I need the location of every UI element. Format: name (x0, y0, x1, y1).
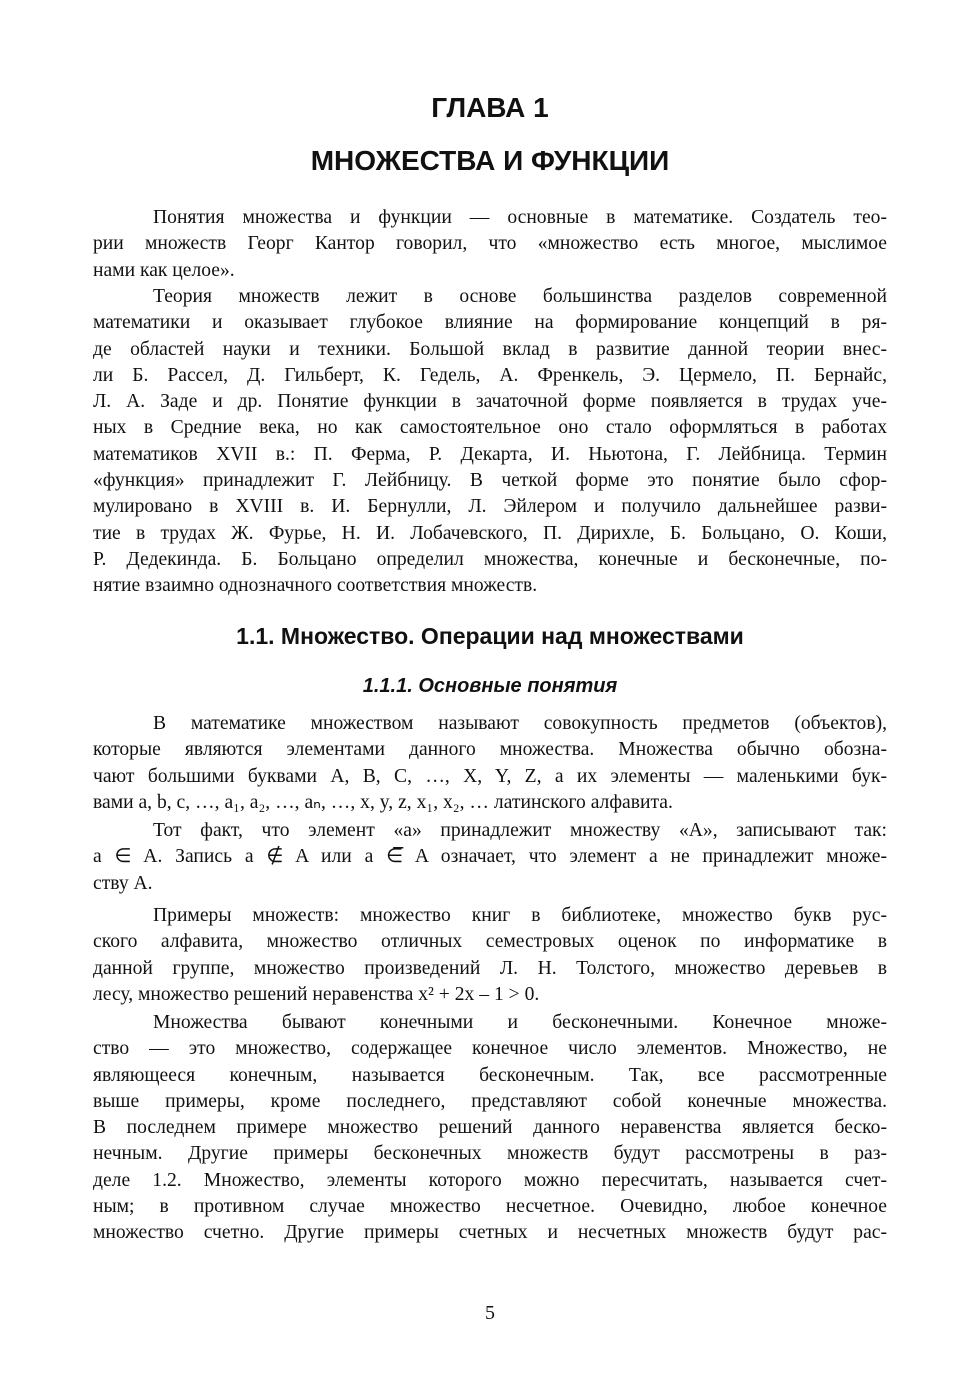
text-line: нами как целое». (93, 259, 235, 281)
text-line: чают большими буквами A, B, C, …, X, Y, Z, а их элементы — маленькими бук- (93, 765, 887, 787)
text-line: рии множеств Георг Кантор говорил, что «множество есть многое, мыслимое (93, 233, 887, 255)
text-line: данной группе, множество произведений Л. Н. Толстого, множество деревьев в (93, 957, 887, 979)
text-line: лесу, множество решений неравенства x² + 2x – 1 > 0. (93, 983, 540, 1005)
text-line: математики и оказывает глубокое влияние на формирование концепций в ря- (93, 312, 887, 334)
text-line: ных в Средние века, но как самостоятельное оно стало оформляться в работах (93, 417, 887, 439)
text-line: множество счетно. Другие примеры счетных и несчетных множеств будут рас- (93, 1222, 887, 1244)
text-line: которые являются элементами данного множества. Множества обычно обозна- (93, 739, 887, 761)
intro-paragraph-2 (93, 284, 887, 600)
text-line: «функция» принадлежит Г. Лейбницу. В четкой форме это понятие было сфор- (93, 470, 887, 492)
text-line: ского алфавита, множество отличных семестровых оценок по информатике в (93, 931, 887, 953)
section-heading: 1.1. Множество. Операции над множествами (236, 623, 744, 649)
subsection-heading: 1.1.1. Основные понятия (362, 675, 618, 697)
text-line: нечным. Другие примеры бесконечных множеств будут рассмотрены в раз- (93, 1143, 887, 1165)
text-line: мулировано в XVIII в. И. Бернулли, Л. Эйлером и получило дальнейшее разви- (93, 496, 887, 518)
text-line: математиков XVII в.: П. Ферма, Р. Декарта, И. Ньютона, Г. Лейбница. Термин (93, 443, 887, 465)
body-paragraph-1 (93, 711, 887, 816)
text-line: ным; в противном случае множество несчетное. Очевидно, любое конечное (93, 1196, 887, 1218)
intro-paragraph-1 (93, 205, 887, 284)
text-line: Множества бывают конечными и бесконечными. Конечное множе- (153, 1012, 887, 1033)
text-line: деле 1.2. Множество, элементы которого можно пересчитать, называется счет- (93, 1169, 887, 1191)
text-line: тие в трудах Ж. Фурье, Н. И. Лобачевского, П. Дирихле, Б. Больцано, О. Коши, (93, 522, 887, 544)
chapter-label: ГЛАВА 1 (431, 92, 549, 123)
text-line: выше примеры, кроме последнего, представляют собой конечные множества. (93, 1090, 887, 1112)
text-line: Примеры множеств: множество книг в библиотеке, множество букв рус- (153, 905, 887, 926)
text-line: нятие взаимно однозначного соответствия множеств. (93, 575, 538, 597)
page-number: 5 (485, 1302, 495, 1324)
text-line: Тот факт, что элемент «a» принадлежит множеству «A», записывают так: (153, 820, 887, 841)
text-line: ство — это множество, содержащее конечное число элементов. Множество, не (93, 1038, 887, 1060)
text-line: Р. Дедекинда. Б. Больцано определил множества, конечные и бесконечные, по- (93, 548, 887, 570)
text-line: Теория множеств лежит в основе большинства разделов современной (153, 286, 887, 307)
text-line: вами a, b, c, …, a₁, a₂, …, aₙ, …, x, y, z, x₁, x₂, … латинского алфавита. (93, 791, 673, 813)
body-paragraph-2 (93, 818, 887, 897)
chapter-title: МНОЖЕСТВА И ФУНКЦИИ (310, 145, 670, 176)
text-line: В математике множеством называют совокупность предметов (объектов), (153, 713, 887, 734)
text-line: де областей науки и техники. Большой вклад в развитие данной теории внес- (93, 338, 887, 360)
text-line: Л. А. Заде и др. Понятие функции в зачаточной форме появляется в трудах уче- (93, 391, 887, 413)
text-line: В последнем примере множество решений данного неравенства является беско- (93, 1117, 887, 1139)
text-line: ству A. (93, 872, 153, 894)
text-line: ли Б. Рассел, Д. Гильберт, К. Гедель, А. Френкель, Э. Цермело, П. Бернайс, (93, 364, 887, 386)
text-line: являющееся конечным, называется бесконечным. Так, все рассмотренные (93, 1064, 887, 1086)
body-paragraph-4 (93, 1010, 887, 1247)
body-paragraph-3 (93, 903, 887, 1008)
text-line: Понятия множества и функции — основные в математике. Создатель тео- (153, 207, 887, 228)
text-line: a ∈ A. Запись a ∉ A или a ∈̅ A означает, что элемент a не принадлежит множе- (93, 846, 887, 868)
